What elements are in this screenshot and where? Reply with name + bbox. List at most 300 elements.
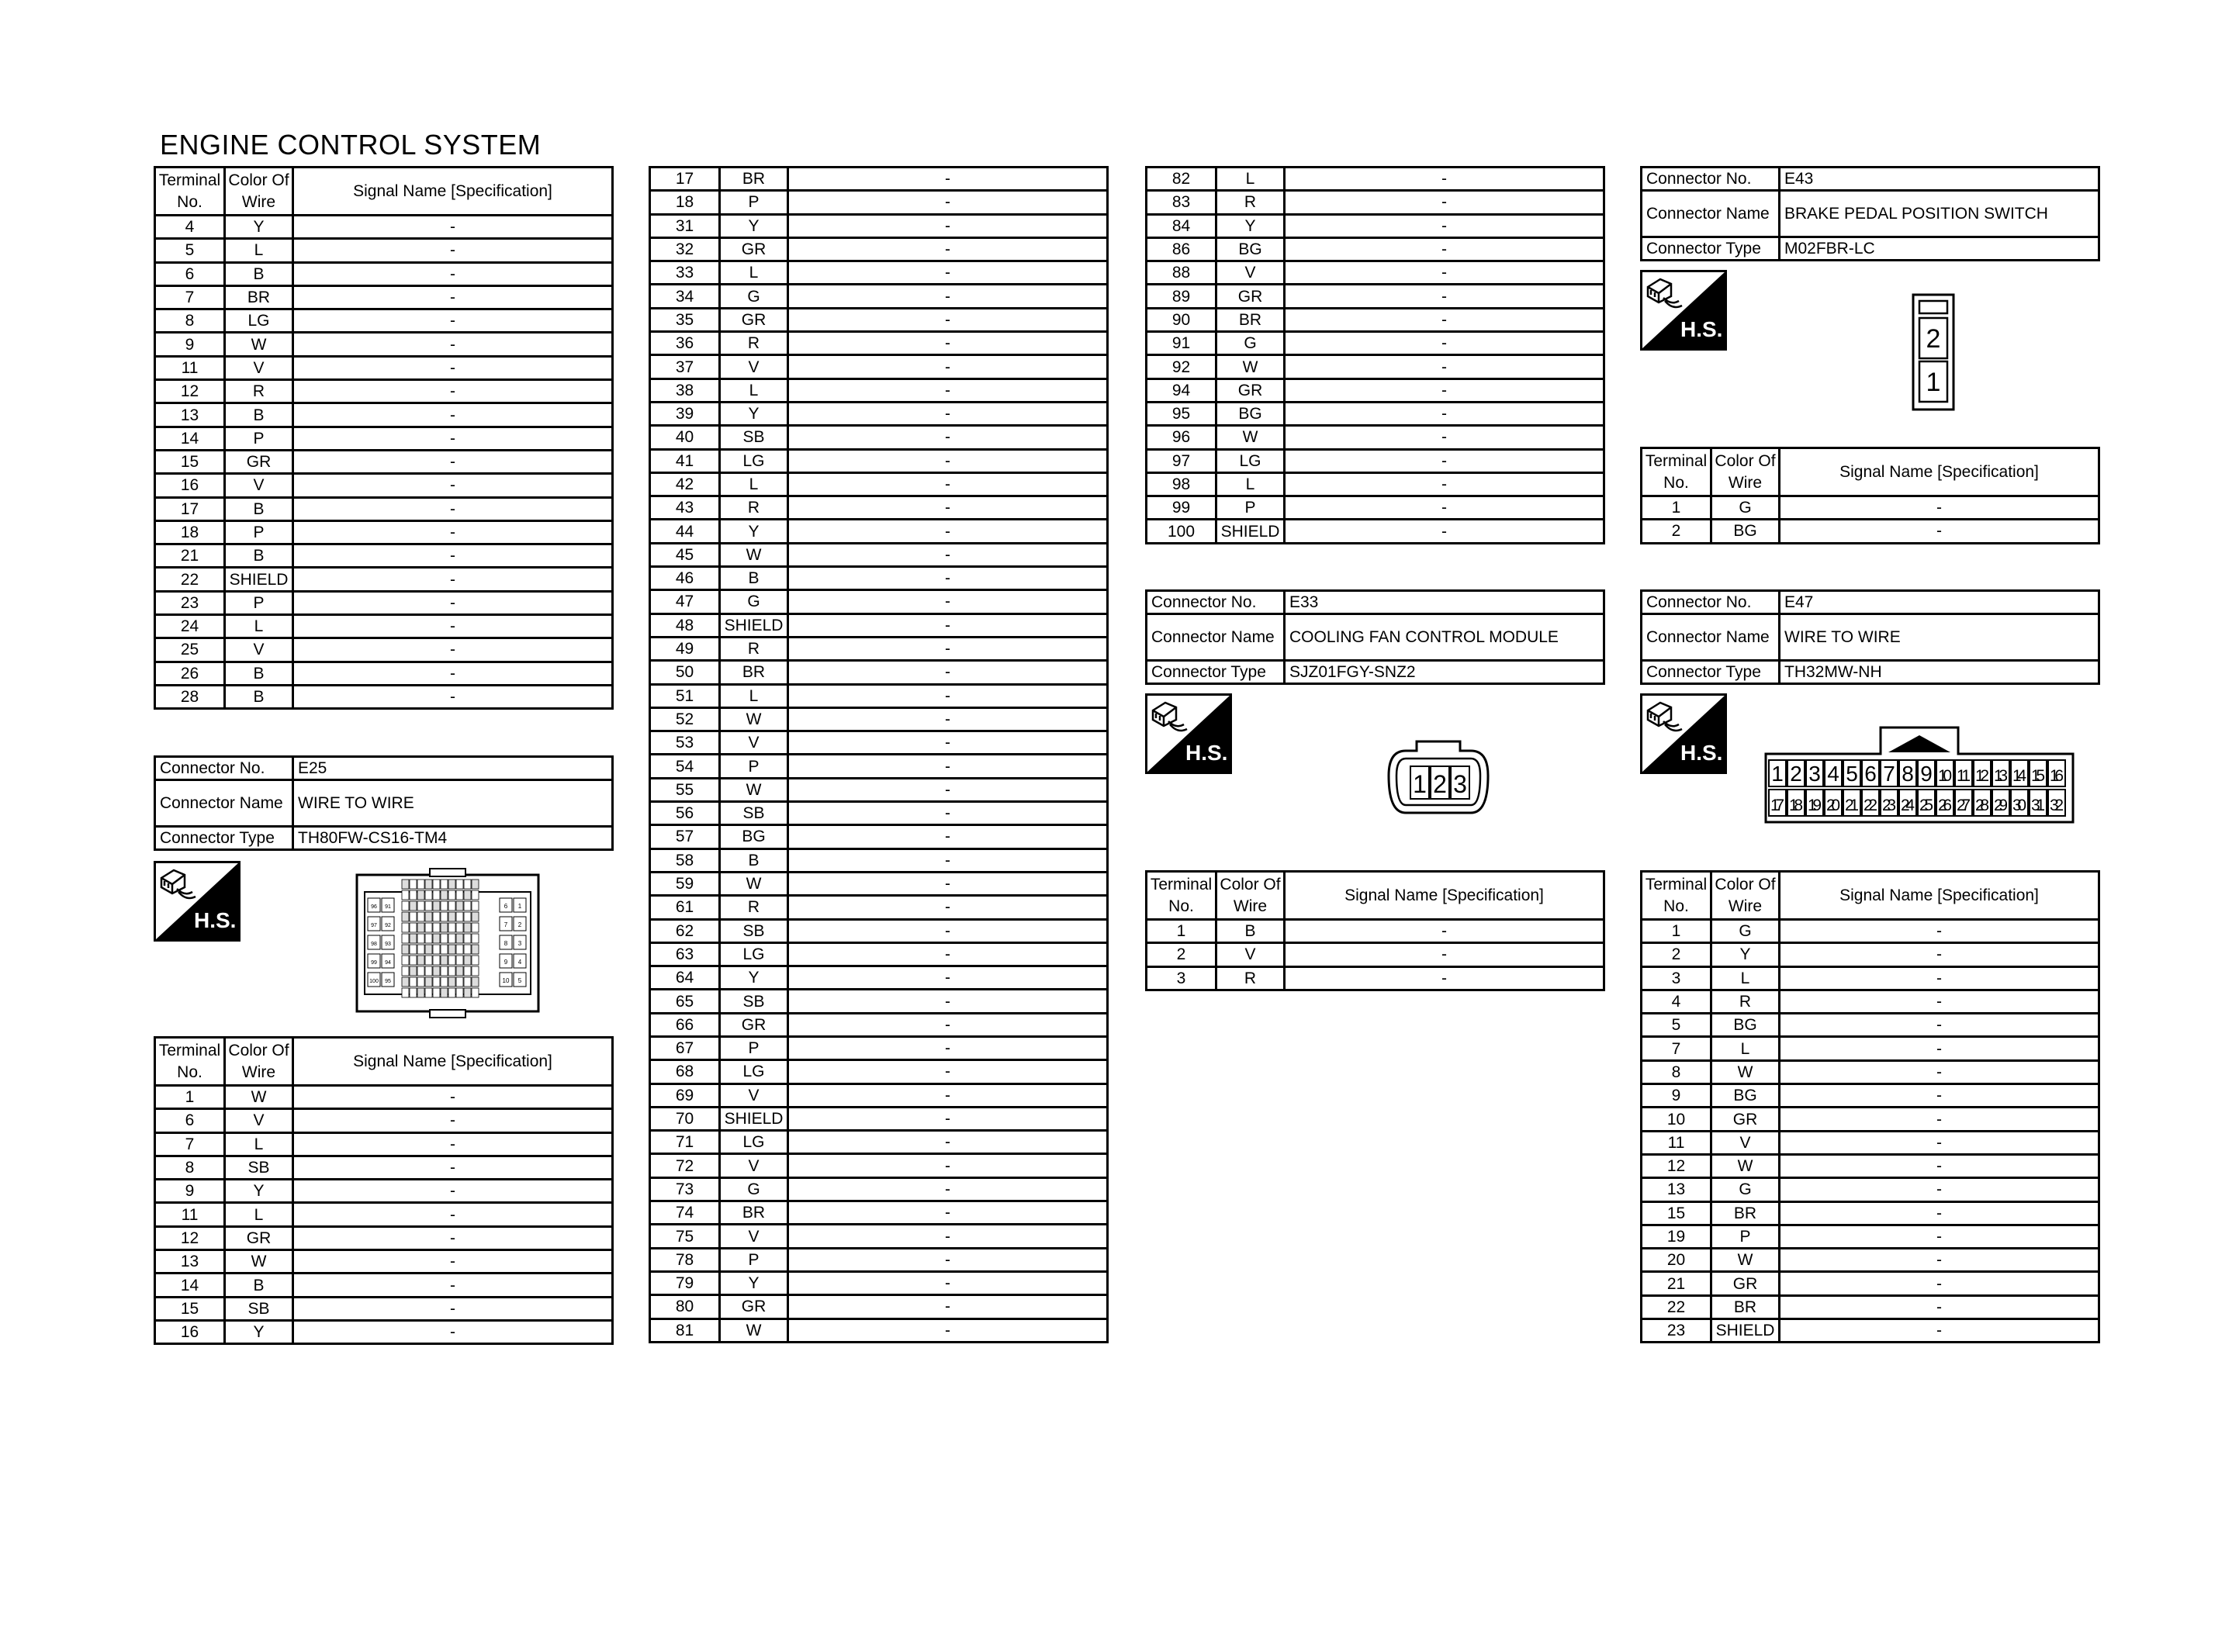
- pin-cell: [402, 880, 409, 889]
- table-row: [650, 942, 1108, 966]
- pin-cell: [402, 901, 409, 911]
- connector-name-row: [1147, 614, 1604, 661]
- signal-name-cell: -: [788, 261, 1108, 285]
- terminal-no-cell: 39: [650, 402, 720, 425]
- pin-label: 7: [504, 921, 508, 928]
- pin-label: 26: [1938, 797, 1952, 814]
- terminal-no-cell: 73: [650, 1177, 720, 1201]
- terminal-no-cell: 5: [1642, 1014, 1711, 1037]
- terminal-no-cell: 14: [155, 1274, 225, 1297]
- pin-label: 95: [385, 979, 391, 984]
- table-row: [650, 1225, 1108, 1248]
- terminal-no-cell: 61: [650, 896, 720, 919]
- terminal-no-cell: 88: [1147, 261, 1216, 285]
- signal-name-cell: -: [788, 966, 1108, 990]
- pin-cell: [456, 945, 463, 954]
- wire-color-cell: SHIELD: [720, 1107, 788, 1130]
- signal-name-cell: -: [788, 731, 1108, 755]
- table-row: [650, 802, 1108, 825]
- table-row: [155, 615, 613, 638]
- signal-name-cell: -: [788, 308, 1108, 331]
- terminal-no-cell: 54: [650, 755, 720, 778]
- table-row: [1642, 966, 2099, 990]
- terminal-no-cell: 65: [650, 990, 720, 1013]
- header-color-line1: Color Of: [228, 171, 289, 189]
- wire-color-cell: W: [720, 778, 788, 801]
- terminal-no-cell: 2: [1642, 943, 1711, 966]
- signal-name-cell: -: [788, 802, 1108, 825]
- pin-cell: [425, 945, 432, 954]
- table-row: [650, 637, 1108, 660]
- table-row: [650, 1201, 1108, 1225]
- signal-name-cell: -: [788, 332, 1108, 355]
- wire-color-cell: Y: [720, 214, 788, 237]
- table-row: [650, 613, 1108, 637]
- terminal-no-cell: 15: [155, 1297, 225, 1320]
- header-color-of-wire: [1711, 872, 1780, 920]
- connector-no-value: E43: [1780, 168, 2099, 191]
- pin-cell: [410, 934, 417, 943]
- signal-name-cell: -: [293, 497, 613, 520]
- wire-color-cell: V: [1216, 261, 1285, 285]
- table-header-row: [1642, 872, 2099, 920]
- signal-name-cell: -: [788, 1271, 1108, 1294]
- pin-cell: [425, 934, 432, 943]
- table-row: [1147, 285, 1604, 308]
- wire-color-cell: BG: [1711, 520, 1780, 543]
- wire-color-cell: BR: [1216, 308, 1285, 331]
- header-terminal-line1: Terminal: [158, 1041, 221, 1059]
- wire-color-cell: P: [225, 427, 293, 450]
- pin-label: 1: [1926, 368, 1941, 397]
- signal-name-cell: -: [788, 1154, 1108, 1177]
- wire-color-cell: V: [720, 1083, 788, 1107]
- wire-color-cell: BG: [720, 825, 788, 848]
- wire-color-cell: SHIELD: [720, 613, 788, 637]
- connector-name-label: Connector Name: [155, 780, 293, 827]
- signal-name-cell: -: [1285, 261, 1604, 285]
- wire-color-cell: BG: [1216, 237, 1285, 261]
- pin-cell: [433, 988, 440, 997]
- terminal-no-cell: 2: [1642, 520, 1711, 543]
- signal-name-cell: -: [788, 590, 1108, 613]
- terminal-table-e47: [1640, 870, 2100, 1343]
- signal-name-cell: -: [1285, 285, 1604, 308]
- signal-name-cell: -: [788, 168, 1108, 191]
- pin-cell: [472, 977, 479, 987]
- pin-cell: [410, 945, 417, 954]
- terminal-no-cell: 80: [650, 1295, 720, 1318]
- table-row: [650, 1154, 1108, 1177]
- pin-cell: [417, 934, 424, 943]
- wire-color-cell: GR: [225, 450, 293, 473]
- pin-label: 10: [502, 977, 510, 984]
- pin-label: 12: [1975, 767, 1989, 785]
- terminal-no-cell: 40: [650, 426, 720, 449]
- wire-color-cell: P: [225, 591, 293, 614]
- pin-label: 96: [371, 904, 377, 910]
- pin-cell: [472, 880, 479, 889]
- terminal-no-cell: 92: [1147, 355, 1216, 378]
- signal-name-cell: -: [788, 872, 1108, 895]
- wire-color-cell: SB: [720, 426, 788, 449]
- signal-name-cell: -: [293, 1109, 613, 1132]
- connector-info-e25: [154, 755, 614, 851]
- pin-label: 24: [1901, 797, 1915, 814]
- terminal-no-cell: 1: [1147, 920, 1216, 943]
- header-signal-name: Signal Name [Specification]: [1285, 872, 1604, 920]
- wire-color-cell: G: [720, 1177, 788, 1201]
- terminal-no-cell: 12: [1642, 1154, 1711, 1177]
- table-row: [650, 661, 1108, 684]
- connector-e47-diagram: [1764, 724, 2075, 825]
- terminal-no-cell: 1: [1642, 496, 1711, 520]
- signal-name-cell: -: [1285, 520, 1604, 543]
- pin-label: 32: [2050, 797, 2064, 814]
- terminal-no-cell: 47: [650, 590, 720, 613]
- table-row: [650, 896, 1108, 919]
- terminal-no-cell: 21: [155, 544, 225, 568]
- terminal-no-cell: 16: [155, 474, 225, 497]
- signal-name-cell: -: [293, 380, 613, 403]
- table-row: [155, 380, 613, 403]
- pin-cell: [417, 890, 424, 900]
- connector-name-label: Connector Name: [1147, 614, 1285, 661]
- table-row: [155, 1203, 613, 1226]
- terminal-no-cell: 15: [1642, 1201, 1711, 1225]
- pin-cell: [448, 923, 455, 932]
- pin-cell: [433, 977, 440, 987]
- wire-color-cell: LG: [720, 449, 788, 472]
- wire-color-cell: BR: [1711, 1201, 1780, 1225]
- table-row: [650, 449, 1108, 472]
- hs-label: H.S.: [1680, 317, 1723, 341]
- table-row: [1147, 520, 1604, 543]
- signal-name-cell: -: [293, 544, 613, 568]
- pin-label: 31: [2031, 797, 2045, 814]
- connector-no-row: [1642, 168, 2099, 191]
- wire-color-cell: V: [225, 638, 293, 662]
- terminal-no-cell: 90: [1147, 308, 1216, 331]
- wire-color-cell: R: [1216, 191, 1285, 214]
- terminal-no-cell: 16: [155, 1320, 225, 1343]
- pin-label: 13: [1994, 767, 2008, 785]
- wire-color-cell: V: [720, 731, 788, 755]
- connector-type-row: [1642, 237, 2099, 261]
- wire-color-cell: L: [720, 684, 788, 707]
- pin-cell: [448, 901, 455, 911]
- wire-color-cell: R: [1216, 966, 1285, 990]
- table-row: [155, 356, 613, 379]
- terminal-no-cell: 13: [1642, 1178, 1711, 1201]
- pin-cell: [456, 956, 463, 965]
- pin-cell: [448, 890, 455, 900]
- pin-cell: [441, 934, 448, 943]
- signal-name-cell: -: [1780, 520, 2099, 543]
- pin-label: 19: [1808, 797, 1822, 814]
- pin-cell: [425, 880, 432, 889]
- table-row: [650, 520, 1108, 543]
- connector-no-label: Connector No.: [1642, 591, 1780, 614]
- pin-cell: [410, 977, 417, 987]
- signal-name-cell: -: [293, 262, 613, 285]
- terminal-no-cell: 51: [650, 684, 720, 707]
- terminal-no-cell: 48: [650, 613, 720, 637]
- terminal-no-cell: 1: [1642, 920, 1711, 943]
- table-row: [155, 403, 613, 427]
- signal-name-cell: -: [788, 942, 1108, 966]
- terminal-no-cell: 72: [650, 1154, 720, 1177]
- pin-cell: [402, 934, 409, 943]
- signal-name-cell: -: [1285, 332, 1604, 355]
- table-row: [155, 1086, 613, 1109]
- signal-name-cell: -: [1780, 1131, 2099, 1154]
- pin-label: 91: [385, 904, 391, 910]
- page-title: ENGINE CONTROL SYSTEM: [160, 129, 542, 161]
- wire-color-cell: R: [720, 332, 788, 355]
- connector-no-value: E25: [293, 757, 613, 780]
- pin-cell: [425, 912, 432, 921]
- terminal-table-col2: [649, 166, 1109, 1343]
- pin-label: 22: [1864, 797, 1877, 814]
- terminal-table-e25: [154, 1036, 614, 1345]
- table-row: [650, 1013, 1108, 1036]
- wire-color-cell: L: [225, 615, 293, 638]
- pin-cell: [402, 956, 409, 965]
- terminal-no-cell: 84: [1147, 214, 1216, 237]
- table-row: [155, 216, 613, 239]
- pin-label: 4: [1827, 762, 1839, 786]
- table-row: [1642, 1295, 2099, 1318]
- pin-cell: [464, 966, 471, 976]
- signal-name-cell: -: [1780, 1201, 2099, 1225]
- header-color-of-wire: [1216, 872, 1285, 920]
- wire-color-cell: L: [225, 1203, 293, 1226]
- wire-color-cell: W: [720, 707, 788, 731]
- hs-label: H.S.: [1680, 741, 1723, 765]
- wire-color-cell: G: [720, 590, 788, 613]
- terminal-table-e33: [1145, 870, 1605, 991]
- pin-label: 3: [1808, 762, 1821, 786]
- terminal-no-cell: 6: [155, 262, 225, 285]
- signal-name-cell: -: [788, 1013, 1108, 1036]
- signal-name-cell: -: [788, 1201, 1108, 1225]
- terminal-no-cell: 21: [1642, 1272, 1711, 1295]
- terminal-no-cell: 66: [650, 1013, 720, 1036]
- terminal-no-cell: 12: [155, 1226, 225, 1249]
- wire-color-cell: V: [1216, 943, 1285, 966]
- terminal-no-cell: 81: [650, 1318, 720, 1342]
- terminal-no-cell: 74: [650, 1201, 720, 1225]
- table-row: [650, 778, 1108, 801]
- header-signal-name: Signal Name [Specification]: [293, 1038, 613, 1086]
- pin-cell: [441, 945, 448, 954]
- table-row: [155, 1156, 613, 1179]
- header-terminal-line2: No.: [177, 192, 202, 211]
- table-row: [1147, 496, 1604, 520]
- signal-name-cell: -: [788, 1083, 1108, 1107]
- signal-name-cell: -: [788, 237, 1108, 261]
- table-row: [1147, 237, 1604, 261]
- pin-label: 17: [1770, 797, 1784, 814]
- signal-name-cell: -: [1780, 1272, 2099, 1295]
- connector-e33-diagram: [1386, 737, 1491, 817]
- pin-label: 100: [369, 979, 379, 984]
- signal-name-cell: -: [1285, 237, 1604, 261]
- pin-label: 1: [1413, 770, 1427, 798]
- table-row: [1147, 332, 1604, 355]
- table-row: [650, 966, 1108, 990]
- signal-name-cell: -: [788, 1248, 1108, 1271]
- terminal-no-cell: 4: [155, 216, 225, 239]
- connector-info-e43: [1640, 166, 2100, 261]
- wire-color-cell: BR: [225, 285, 293, 309]
- terminal-no-cell: 71: [650, 1131, 720, 1154]
- table-row: [1642, 1060, 2099, 1083]
- terminal-no-cell: 86: [1147, 237, 1216, 261]
- pin-cell: [448, 988, 455, 997]
- signal-name-cell: -: [788, 285, 1108, 308]
- terminal-no-cell: 64: [650, 966, 720, 990]
- pin-cell: [448, 966, 455, 976]
- wire-color-cell: B: [225, 685, 293, 708]
- signal-name-cell: -: [788, 543, 1108, 566]
- terminal-no-cell: 1: [155, 1086, 225, 1109]
- wire-color-cell: Y: [1216, 214, 1285, 237]
- terminal-no-cell: 9: [1642, 1084, 1711, 1108]
- pin-cell: [472, 945, 479, 954]
- pin-cell: [441, 966, 448, 976]
- terminal-no-cell: 36: [650, 332, 720, 355]
- pin-cell: [425, 923, 432, 932]
- pin-cell: [464, 923, 471, 932]
- signal-name-cell: -: [788, 896, 1108, 919]
- header-color-line1: Color Of: [228, 1041, 289, 1059]
- wire-color-cell: P: [1216, 496, 1285, 520]
- wire-color-cell: BG: [1216, 402, 1285, 425]
- terminal-no-cell: 100: [1147, 520, 1216, 543]
- terminal-no-cell: 69: [650, 1083, 720, 1107]
- pin-cell: [402, 945, 409, 954]
- harness-side-icon: [154, 861, 241, 945]
- terminal-no-cell: 95: [1147, 402, 1216, 425]
- pin-cell: [464, 890, 471, 900]
- pin-cell: [433, 966, 440, 976]
- pin-label: 2: [1433, 770, 1447, 798]
- pin-cell: [402, 966, 409, 976]
- signal-name-cell: -: [293, 662, 613, 685]
- wire-color-cell: W: [1711, 1060, 1780, 1083]
- table-row: [1147, 191, 1604, 214]
- pin-cell: [425, 977, 432, 987]
- pin-cell: [402, 923, 409, 932]
- pin-cell: [417, 956, 424, 965]
- table-row: [650, 1248, 1108, 1271]
- pin-cell: [448, 956, 455, 965]
- header-terminal-no: [1642, 448, 1711, 496]
- signal-name-cell: -: [788, 496, 1108, 520]
- table-row: [1147, 966, 1604, 990]
- pin-label: 5: [517, 977, 522, 984]
- wire-color-cell: L: [720, 378, 788, 402]
- signal-name-cell: -: [1285, 426, 1604, 449]
- terminal-no-cell: 33: [650, 261, 720, 285]
- pin-label: 20: [1826, 797, 1840, 814]
- terminal-no-cell: 13: [155, 1250, 225, 1274]
- wire-color-cell: LG: [225, 309, 293, 333]
- terminal-no-cell: 62: [650, 919, 720, 942]
- table-row: [1642, 1319, 2099, 1343]
- connector-type-value: TH80FW-CS16-TM4: [293, 827, 613, 850]
- table-row: [155, 1274, 613, 1297]
- wire-color-cell: SHIELD: [225, 568, 293, 591]
- signal-name-cell: -: [1285, 943, 1604, 966]
- connector-no-label: Connector No.: [1147, 591, 1285, 614]
- table-row: [155, 262, 613, 285]
- table-row: [650, 285, 1108, 308]
- wire-color-cell: G: [720, 285, 788, 308]
- pin-cell: [410, 901, 417, 911]
- signal-name-cell: -: [293, 1320, 613, 1343]
- table-row: [650, 684, 1108, 707]
- wire-color-cell: P: [1711, 1225, 1780, 1248]
- table-row: [650, 402, 1108, 425]
- wire-color-cell: V: [720, 355, 788, 378]
- table-row: [1642, 1201, 2099, 1225]
- wire-color-cell: SB: [720, 802, 788, 825]
- pin-label: 6: [504, 903, 508, 910]
- signal-name-cell: -: [788, 848, 1108, 872]
- connector-info-e33: [1145, 589, 1605, 685]
- connector-no-value: E33: [1285, 591, 1604, 614]
- signal-name-cell: -: [1780, 1249, 2099, 1272]
- terminal-no-cell: 9: [155, 1180, 225, 1203]
- wire-color-cell: V: [225, 1109, 293, 1132]
- terminal-no-cell: 78: [650, 1248, 720, 1271]
- signal-name-cell: -: [1780, 1225, 2099, 1248]
- wire-color-cell: G: [1711, 1178, 1780, 1201]
- table-row: [155, 239, 613, 262]
- header-signal-name: Signal Name [Specification]: [1780, 872, 2099, 920]
- terminal-no-cell: 7: [1642, 1037, 1711, 1060]
- terminal-no-cell: 10: [1642, 1108, 1711, 1131]
- harness-side-icon: [1640, 270, 1727, 354]
- signal-name-cell: -: [788, 778, 1108, 801]
- signal-name-cell: -: [1285, 191, 1604, 214]
- signal-name-cell: -: [293, 615, 613, 638]
- connector-no-row: [155, 757, 613, 780]
- table-row: [155, 427, 613, 450]
- wire-color-cell: R: [720, 637, 788, 660]
- terminal-no-cell: 96: [1147, 426, 1216, 449]
- wire-color-cell: W: [720, 543, 788, 566]
- wire-color-cell: L: [225, 239, 293, 262]
- header-terminal-line2: No.: [1663, 897, 1689, 915]
- signal-name-cell: -: [788, 472, 1108, 496]
- terminal-no-cell: 17: [155, 497, 225, 520]
- terminal-no-cell: 56: [650, 802, 720, 825]
- wire-color-cell: P: [720, 191, 788, 214]
- terminal-no-cell: 44: [650, 520, 720, 543]
- table-row: [1147, 261, 1604, 285]
- terminal-no-cell: 22: [155, 568, 225, 591]
- signal-name-cell: -: [1780, 990, 2099, 1013]
- table-row: [650, 1271, 1108, 1294]
- signal-name-cell: -: [788, 449, 1108, 472]
- connector-no-label: Connector No.: [155, 757, 293, 780]
- terminal-no-cell: 11: [155, 356, 225, 379]
- table-row: [650, 1036, 1108, 1059]
